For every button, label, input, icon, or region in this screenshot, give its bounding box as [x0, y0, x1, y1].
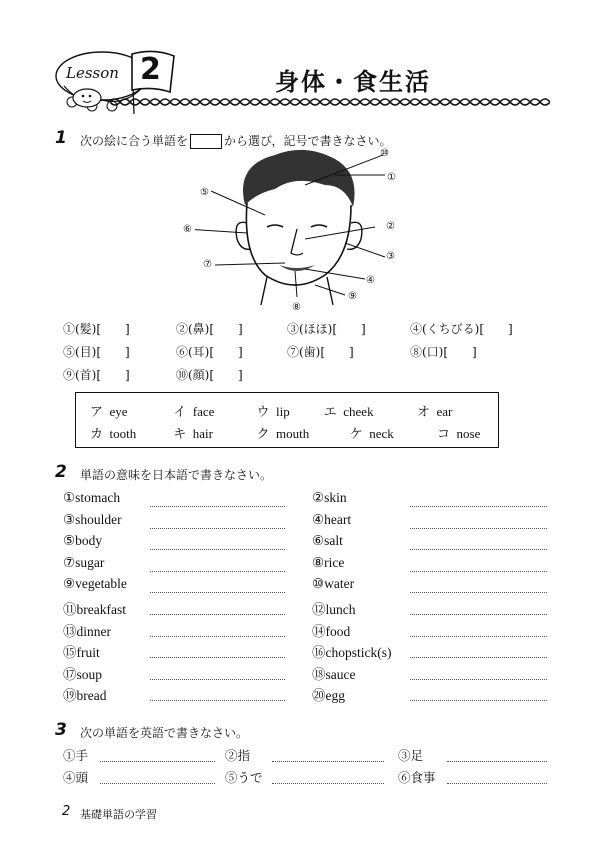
answer-line[interactable]: [447, 783, 547, 784]
answer-line[interactable]: [410, 506, 547, 507]
answer-line[interactable]: [150, 549, 285, 550]
choice-letter: カ: [90, 426, 104, 441]
choice-word: ear: [436, 404, 453, 419]
answer-line[interactable]: [447, 761, 547, 762]
choice-word: eye: [109, 404, 128, 419]
choice-word: neck: [369, 426, 394, 441]
answer-line[interactable]: [150, 528, 285, 529]
vocab-word-left: ⑬dinner: [63, 623, 111, 639]
choice-word: hair: [192, 426, 213, 441]
answer-line[interactable]: [272, 783, 384, 784]
answer-item-6: ⑥(耳)[ ]: [176, 345, 243, 359]
choice-word: face: [192, 404, 215, 419]
choice-letter: ケ: [349, 426, 363, 441]
translation-word: ⑥食事: [398, 771, 436, 785]
callout-10: ⑩: [380, 148, 389, 159]
answer-line[interactable]: [410, 528, 547, 529]
vocab-word-right: ⑯chopstick(s): [312, 645, 392, 661]
answer-line[interactable]: [272, 761, 384, 762]
callout-9: ⑨: [348, 291, 357, 302]
answer-line[interactable]: [150, 592, 285, 593]
section-2-number: 2: [55, 462, 67, 482]
answer-line[interactable]: [100, 761, 215, 762]
vocab-word-right: ⑫lunch: [312, 602, 356, 617]
vocab-word-right: ⑳egg: [312, 688, 345, 704]
callout-1: ①: [387, 172, 396, 183]
answer-item-3: ③(ほほ)[ ]: [287, 322, 366, 336]
vocab-word-right: ⑭food: [312, 623, 351, 639]
chain-divider: [110, 96, 550, 108]
choice-word: nose: [456, 426, 481, 441]
choice-letter: コ: [437, 426, 451, 441]
choice-letter: イ: [173, 404, 187, 419]
translation-word: ③足: [398, 749, 424, 763]
answer-line[interactable]: [100, 783, 215, 784]
answer-item-8: ⑧(口)[ ]: [410, 345, 477, 359]
section-1-instruction: 次の絵に合う単語を から選び，記号で書きなさい。: [80, 134, 392, 148]
answer-item-7: ⑦(歯)[ ]: [287, 345, 354, 359]
page-number: 2: [62, 804, 71, 819]
answer-item-2: ②(鼻)[ ]: [176, 322, 243, 336]
choice-word: tooth: [109, 426, 137, 441]
vocab-word-right: ②skin: [312, 490, 347, 505]
choice-word: cheek: [343, 404, 374, 419]
translation-word: ④頭: [63, 771, 89, 785]
answer-line[interactable]: [410, 571, 547, 572]
lesson-label: Lesson: [66, 64, 119, 82]
page-title: 身体・食生活: [275, 68, 431, 96]
vocab-word-right: ⑱sauce: [312, 666, 356, 682]
answer-item-9: ⑨(首)[ ]: [63, 368, 130, 382]
answer-line[interactable]: [410, 614, 547, 615]
vocab-word-left: ⑮fruit: [63, 645, 100, 661]
choice-letter: ア: [90, 404, 104, 419]
vocab-word-right: ⑩water: [312, 576, 355, 592]
book-title: 基礎単語の学習: [80, 808, 157, 821]
choice-letter: エ: [323, 404, 337, 419]
callout-5: ⑤: [200, 187, 209, 198]
section-3-instruction: 次の単語を英語で書きなさい。: [80, 726, 249, 740]
answer-line[interactable]: [410, 549, 547, 550]
vocab-word-left: ⑰soup: [63, 666, 103, 682]
choice-letter: ク: [256, 426, 270, 441]
choice-letter: オ: [417, 404, 431, 419]
answer-line[interactable]: [150, 571, 285, 572]
section-3-number: 3: [55, 720, 67, 740]
answer-line[interactable]: [410, 592, 547, 593]
vocab-word-left: ⑪breakfast: [63, 602, 126, 617]
answer-item-5: ⑤(目)[ ]: [63, 345, 130, 359]
answer-line[interactable]: [150, 700, 285, 701]
translation-word: ①手: [63, 749, 89, 763]
callout-7: ⑦: [203, 259, 212, 270]
callout-2: ②: [386, 221, 395, 232]
answer-line[interactable]: [410, 657, 547, 658]
vocab-word-right: ④heart: [312, 511, 352, 527]
word-choices-box: [75, 392, 499, 448]
callout-6: ⑥: [183, 224, 192, 235]
answer-line[interactable]: [150, 636, 285, 637]
answer-line[interactable]: [150, 614, 285, 615]
answer-line[interactable]: [410, 700, 547, 701]
choice-letter: ウ: [256, 404, 270, 419]
answer-line[interactable]: [410, 636, 547, 637]
vocab-word-right: ⑧rice: [312, 554, 345, 570]
section-1-number: 1: [55, 128, 67, 148]
answer-item-4: ④(くちびる)[ ]: [410, 322, 513, 336]
translation-word: ②指: [225, 749, 251, 763]
choice-word: mouth: [276, 426, 310, 441]
vocab-word-left: ⑲bread: [63, 688, 107, 704]
section-2-instruction: 単語の意味を日本語で書きなさい。: [80, 468, 273, 482]
callout-3: ③: [386, 251, 395, 262]
answer-line[interactable]: [150, 506, 285, 507]
callout-8: ⑧: [292, 302, 301, 313]
translation-word: ⑤うで: [225, 771, 263, 785]
vocab-word-left: ⑦sugar: [63, 554, 105, 570]
answer-line[interactable]: [150, 657, 285, 658]
choice-letter: キ: [173, 426, 187, 441]
lesson-number: 2: [140, 52, 161, 87]
answer-line[interactable]: [150, 679, 285, 680]
choice-word: lip: [276, 404, 290, 419]
vocab-word-left: ⑤body: [63, 533, 103, 549]
vocab-word-left: ③shoulder: [63, 511, 122, 527]
vocab-word-left: ⑨vegetable: [63, 576, 127, 592]
answer-item-1: ①(髪)[ ]: [63, 322, 130, 336]
callout-4: ④: [366, 275, 375, 286]
vocab-word-right: ⑥salt: [312, 533, 343, 549]
answer-line[interactable]: [410, 679, 547, 680]
vocab-word-left: ①stomach: [63, 490, 121, 505]
answer-item-10: ⑩(顔)[ ]: [176, 368, 243, 382]
